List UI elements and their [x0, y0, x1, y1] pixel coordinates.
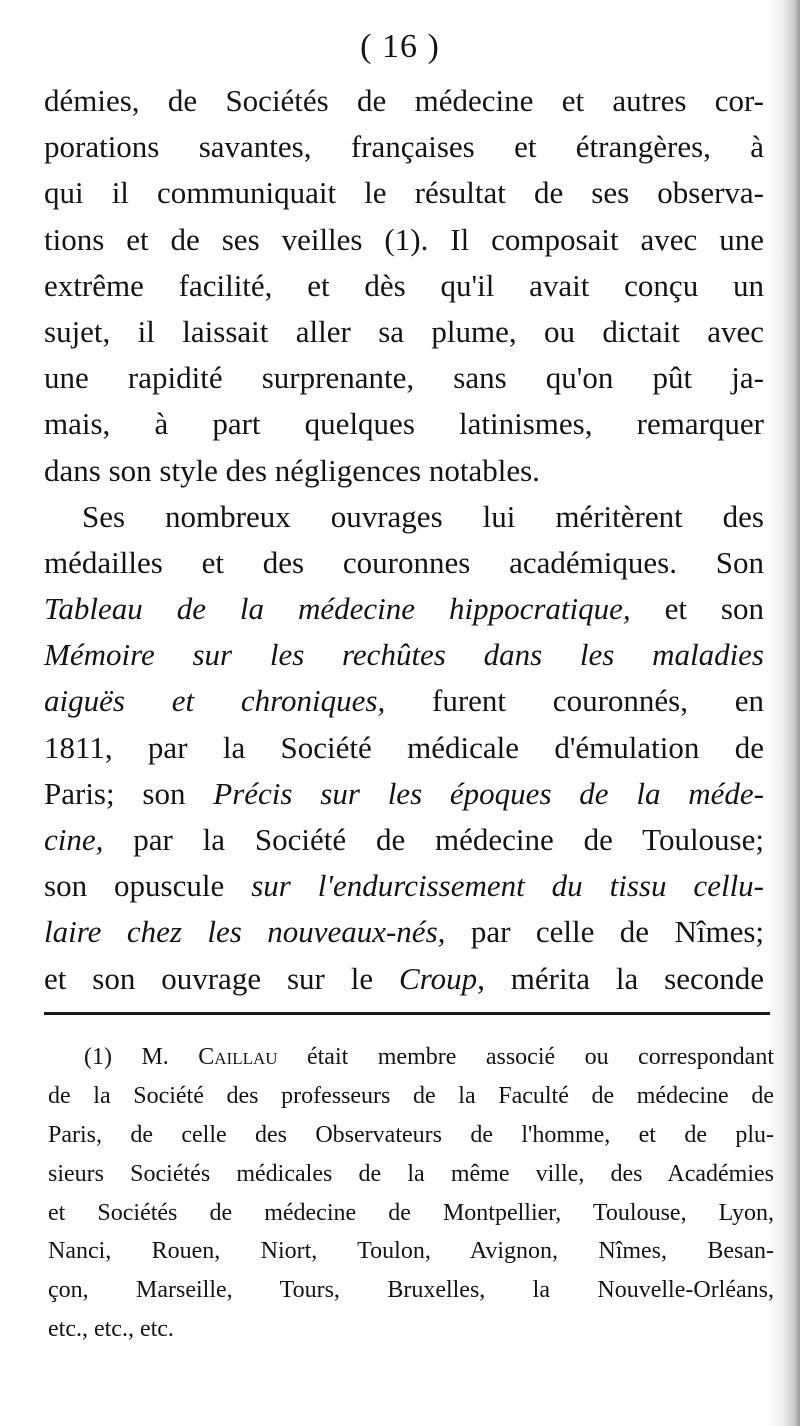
text-line — [44, 909, 764, 955]
footnote-line: Nanci, Rouen, Niort, Toulon, Avignon, Nîmes, Besan- — [48, 1238, 774, 1265]
text-line: sujet, il laissait aller sa plume, ou dictait avec — [44, 313, 764, 349]
italic-title: Tableau de la médecine hippocratique, — [44, 591, 631, 627]
footnote — [48, 1038, 774, 1349]
text-run: Paris; son — [44, 775, 214, 811]
paragraph-start-line: Ses nombreux ouvrages lui méritèrent des — [82, 498, 764, 534]
text-run: par celle de Nîmes; — [445, 914, 764, 950]
footnote-line: Paris, de celle des Observateurs de l'homme, et de plu- — [48, 1121, 774, 1148]
text-line: porations savantes, françaises et étrangères, à — [44, 129, 764, 165]
text-line: qui il communiquait le résultat de ses observa- — [44, 175, 764, 211]
italic-title: Précis sur les époques de la méde- — [213, 775, 764, 811]
italic-title: laire chez les nouveaux-nés, — [44, 914, 446, 950]
italic-title: Mémoire sur les rechûtes dans les maladies — [44, 637, 764, 673]
text-line: démies, de Sociétés de médecine et autres cor- — [44, 83, 764, 118]
footnote-line: sieurs Sociétés médicales de la même ville, des Académies — [48, 1160, 774, 1187]
text-line: tions et de ses veilles (1). Il composait avec une — [44, 221, 764, 257]
text-run: et son — [630, 591, 764, 627]
text-run: 1811, par la Société médicale d'émulation de — [44, 729, 764, 765]
text-line: une rapidité surprenante, sans qu'on pût ja- — [44, 360, 764, 396]
page-number: ( 16 ) — [360, 28, 440, 65]
italic-title: aiguës et chroniques, — [44, 683, 386, 719]
text-line: médailles et des couronnes académiques. Son — [44, 544, 764, 580]
footnote-rule — [44, 1012, 770, 1015]
text-line — [44, 678, 764, 724]
body-text — [44, 78, 764, 1002]
text-line — [44, 863, 764, 909]
text-line — [44, 725, 764, 771]
text-line — [44, 632, 764, 678]
footnote-line: de la Société des professeurs de la Faculté de médecine de — [48, 1082, 774, 1109]
text-line — [44, 771, 764, 817]
text-line: dans son style des négligences notables. — [44, 452, 540, 488]
italic-title: sur l'endurcissement du tissu cellu- — [251, 868, 765, 904]
text-line: extrême facilité, et dès qu'il avait conçu un — [44, 267, 764, 303]
text-line — [44, 956, 764, 1002]
footnote-line: çon, Marseille, Tours, Bruxelles, la Nouvelle-Orléans, — [48, 1277, 774, 1304]
text-run: mérita la seconde — [484, 960, 764, 996]
text-run: furent couronnés, en — [385, 683, 765, 719]
italic-title: Croup, — [399, 960, 485, 996]
text-run: était membre associé ou correspondant — [277, 1044, 775, 1070]
footnote-name: Caillau — [198, 1044, 278, 1070]
italic-title: cine, — [44, 822, 104, 857]
text-line — [44, 817, 764, 863]
footnote-marker: (1) M. — [84, 1044, 199, 1070]
text-line — [44, 586, 764, 632]
text-run: son opuscule — [44, 868, 252, 904]
text-line: mais, à part quelques latinismes, remarquer — [44, 406, 764, 442]
footnote-line: et Sociétés de médecine de Montpellier, Toulouse, Lyon, — [48, 1199, 774, 1226]
text-run: et son ouvrage sur le — [44, 960, 400, 996]
footnote-line: etc., etc., etc. — [48, 1316, 174, 1343]
text-run: par la Société de médecine de Toulouse; — [103, 822, 764, 857]
footnote-line — [48, 1038, 774, 1077]
